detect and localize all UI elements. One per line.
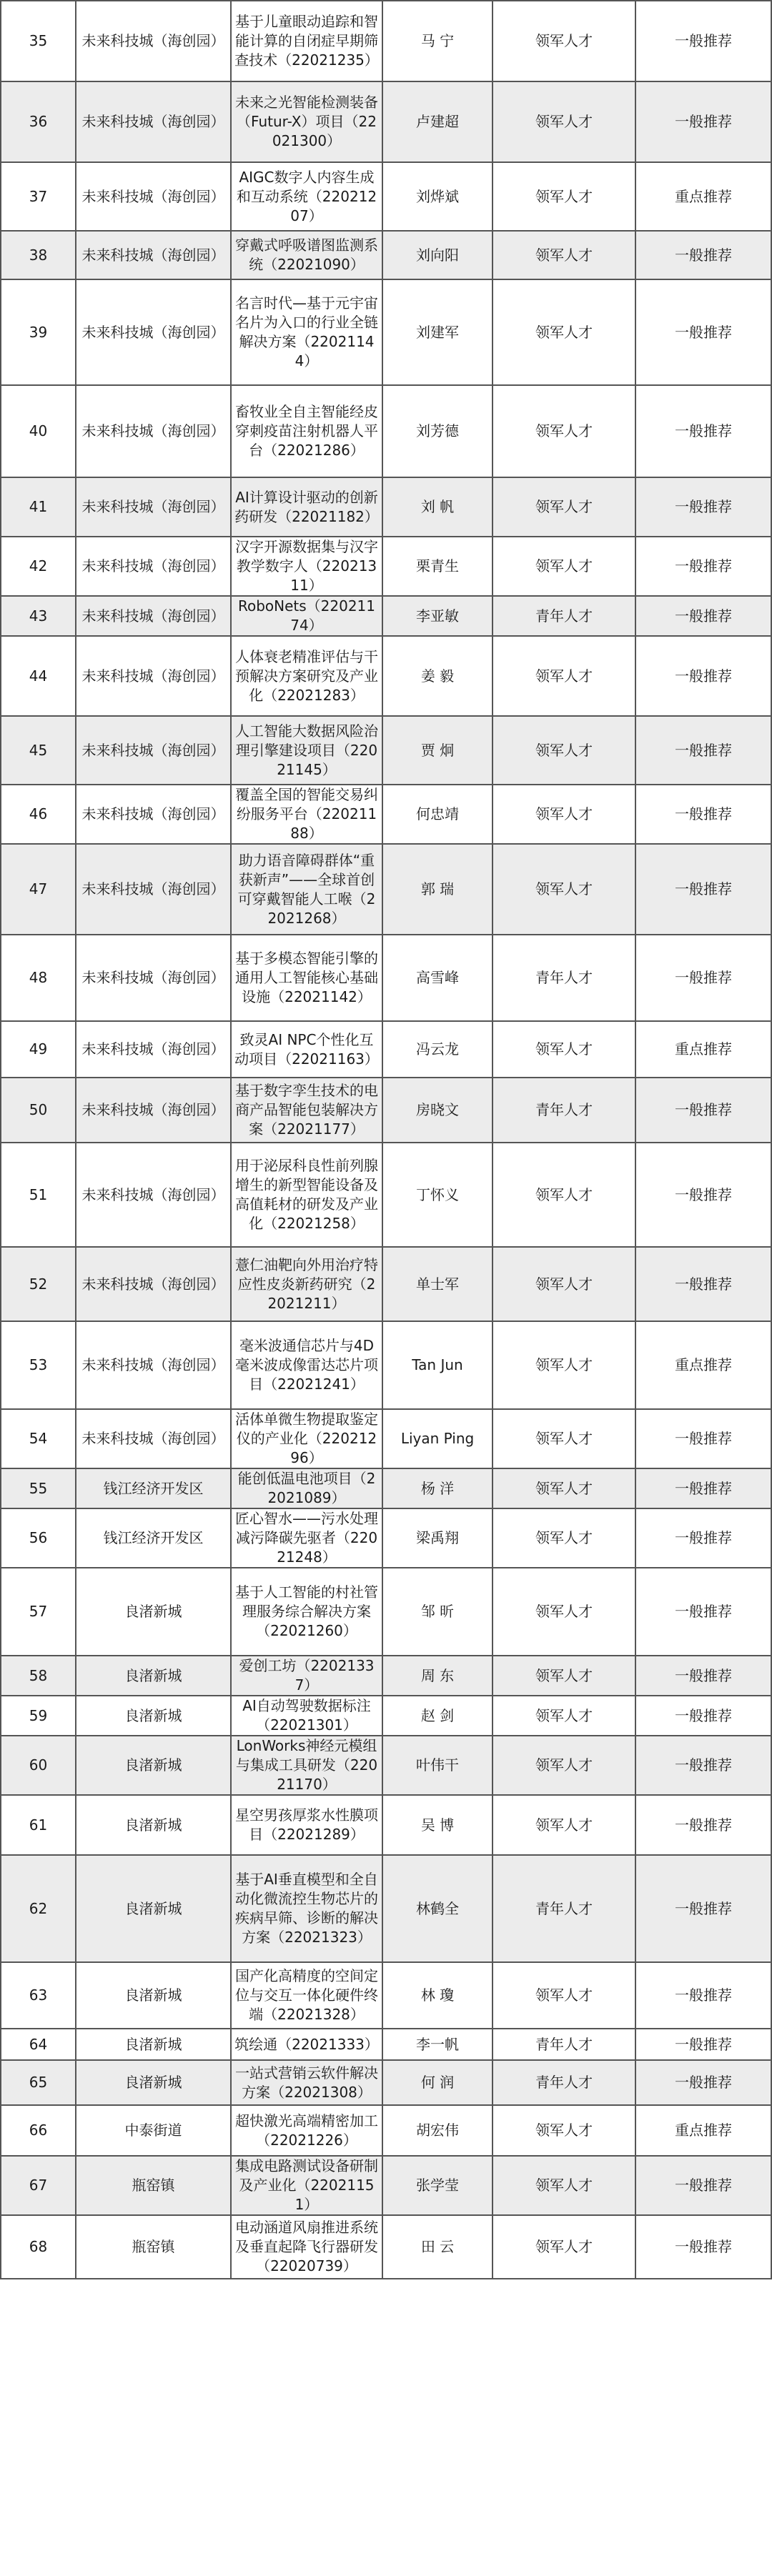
recommendation-level: 一般推荐 bbox=[635, 1508, 771, 1568]
recommendation-level: 一般推荐 bbox=[635, 636, 771, 716]
unit-name: 钱江经济开发区 bbox=[76, 1468, 231, 1508]
table-row bbox=[1, 2215, 771, 2279]
unit-name: 瓶窑镇 bbox=[76, 2156, 231, 2215]
unit-name: 未来科技城（海创园） bbox=[76, 162, 231, 231]
unit-name: 未来科技城（海创园） bbox=[76, 1143, 231, 1247]
unit-name: 未来科技城（海创园） bbox=[76, 1247, 231, 1321]
row-number: 46 bbox=[1, 785, 76, 844]
unit-name: 未来科技城（海创园） bbox=[76, 1409, 231, 1468]
row-number: 64 bbox=[1, 2029, 76, 2060]
project-name: 未来之光智能检测装备（Futur-X）项目（22021300） bbox=[231, 81, 382, 162]
talent-category: 领军人才 bbox=[493, 716, 635, 785]
talent-category: 领军人才 bbox=[493, 1962, 635, 2029]
recommendation-level: 一般推荐 bbox=[635, 2060, 771, 2105]
table-row bbox=[1, 1078, 771, 1143]
unit-name: 钱江经济开发区 bbox=[76, 1508, 231, 1568]
talent-category: 领军人才 bbox=[493, 785, 635, 844]
table-row bbox=[1, 162, 771, 231]
talent-category: 领军人才 bbox=[493, 81, 635, 162]
project-name: 薏仁油靶向外用治疗特应性皮炎新药研究（22021211） bbox=[231, 1247, 382, 1321]
table-row bbox=[1, 1468, 771, 1508]
row-number: 41 bbox=[1, 477, 76, 537]
project-name: 人工智能大数据风险治理引擎建设项目（22021145） bbox=[231, 716, 382, 785]
person-name: 刘烨斌 bbox=[382, 162, 493, 231]
row-number: 58 bbox=[1, 1656, 76, 1696]
unit-name: 未来科技城（海创园） bbox=[76, 596, 231, 636]
unit-name: 良渚新城 bbox=[76, 2029, 231, 2060]
person-name: 马 宁 bbox=[382, 1, 493, 81]
person-name: Liyan Ping bbox=[382, 1409, 493, 1468]
project-name: 基于数字孪生技术的电商产品智能包装解决方案（22021177） bbox=[231, 1078, 382, 1143]
unit-name: 良渚新城 bbox=[76, 1696, 231, 1736]
table-row bbox=[1, 1321, 771, 1409]
table-row bbox=[1, 279, 771, 385]
person-name: 林 瓊 bbox=[382, 1962, 493, 2029]
row-number: 42 bbox=[1, 537, 76, 596]
talent-category: 领军人才 bbox=[493, 1568, 635, 1656]
row-number: 60 bbox=[1, 1736, 76, 1795]
project-name: 用于泌尿科良性前列腺增生的新型智能设备及高值耗材的研发及产业化（22021258） bbox=[231, 1143, 382, 1247]
project-name: AI计算设计驱动的创新药研发（22021182） bbox=[231, 477, 382, 537]
person-name: 卢建超 bbox=[382, 81, 493, 162]
project-name: 匠心智水——污水处理减污降碳先驱者（22021248） bbox=[231, 1508, 382, 1568]
row-number: 61 bbox=[1, 1795, 76, 1855]
recommendation-level: 一般推荐 bbox=[635, 81, 771, 162]
talent-category: 领军人才 bbox=[493, 1321, 635, 1409]
unit-name: 良渚新城 bbox=[76, 2060, 231, 2105]
table-body bbox=[1, 1, 771, 2279]
row-number: 56 bbox=[1, 1508, 76, 1568]
talent-category: 青年人才 bbox=[493, 935, 635, 1021]
person-name: 周 东 bbox=[382, 1656, 493, 1696]
recommendation-level: 一般推荐 bbox=[635, 385, 771, 477]
talent-category: 领军人才 bbox=[493, 162, 635, 231]
unit-name: 未来科技城（海创园） bbox=[76, 279, 231, 385]
person-name: 胡宏伟 bbox=[382, 2105, 493, 2156]
person-name: 李一帆 bbox=[382, 2029, 493, 2060]
person-name: 刘建军 bbox=[382, 279, 493, 385]
table-row bbox=[1, 2105, 771, 2156]
unit-name: 未来科技城（海创园） bbox=[76, 1021, 231, 1078]
talent-category: 青年人才 bbox=[493, 1078, 635, 1143]
talent-category: 领军人才 bbox=[493, 1696, 635, 1736]
person-name: 郭 瑞 bbox=[382, 844, 493, 935]
project-name: 助力语音障碍群体“重获新声”——全球首创可穿戴智能人工喉（22021268） bbox=[231, 844, 382, 935]
person-name: 赵 剑 bbox=[382, 1696, 493, 1736]
project-name: 穿戴式呼吸谱图监测系统（22021090） bbox=[231, 231, 382, 279]
talent-category: 领军人才 bbox=[493, 1, 635, 81]
recommendation-level: 一般推荐 bbox=[635, 935, 771, 1021]
talent-category: 领军人才 bbox=[493, 231, 635, 279]
unit-name: 良渚新城 bbox=[76, 1656, 231, 1696]
row-number: 65 bbox=[1, 2060, 76, 2105]
recommendation-level: 一般推荐 bbox=[635, 537, 771, 596]
recommendation-level: 一般推荐 bbox=[635, 231, 771, 279]
project-name: RoboNets（22021174） bbox=[231, 596, 382, 636]
person-name: 刘芳德 bbox=[382, 385, 493, 477]
table-row bbox=[1, 1143, 771, 1247]
recommendation-level: 一般推荐 bbox=[635, 1078, 771, 1143]
talent-category: 青年人才 bbox=[493, 596, 635, 636]
recommendation-level: 一般推荐 bbox=[635, 477, 771, 537]
project-name: 活体单微生物提取鉴定仪的产业化（22021296） bbox=[231, 1409, 382, 1468]
recommendation-level: 一般推荐 bbox=[635, 2215, 771, 2279]
project-name: 星空男孩厚浆水性膜项目（22021289） bbox=[231, 1795, 382, 1855]
project-name: 能创低温电池项目（22021089） bbox=[231, 1468, 382, 1508]
talent-category: 领军人才 bbox=[493, 537, 635, 596]
talent-category: 领军人才 bbox=[493, 279, 635, 385]
person-name: 刘向阳 bbox=[382, 231, 493, 279]
table-row bbox=[1, 537, 771, 596]
table-row bbox=[1, 1795, 771, 1855]
row-number: 43 bbox=[1, 596, 76, 636]
unit-name: 未来科技城（海创园） bbox=[76, 785, 231, 844]
row-number: 63 bbox=[1, 1962, 76, 2029]
unit-name: 未来科技城（海创园） bbox=[76, 231, 231, 279]
person-name: 冯云龙 bbox=[382, 1021, 493, 1078]
table-row bbox=[1, 1409, 771, 1468]
talent-category: 领军人才 bbox=[493, 1409, 635, 1468]
unit-name: 未来科技城（海创园） bbox=[76, 844, 231, 935]
person-name: 杨 洋 bbox=[382, 1468, 493, 1508]
row-number: 54 bbox=[1, 1409, 76, 1468]
row-number: 36 bbox=[1, 81, 76, 162]
project-name: 毫米波通信芯片与4D毫米波成像雷达芯片项目（22021241） bbox=[231, 1321, 382, 1409]
recommendation-level: 一般推荐 bbox=[635, 1855, 771, 1962]
person-name: 李亚敏 bbox=[382, 596, 493, 636]
talent-category: 领军人才 bbox=[493, 2105, 635, 2156]
person-name: 贾 炯 bbox=[382, 716, 493, 785]
talent-category: 领军人才 bbox=[493, 2156, 635, 2215]
recommendation-level: 重点推荐 bbox=[635, 1321, 771, 1409]
person-name: 邹 昕 bbox=[382, 1568, 493, 1656]
recommendation-level: 一般推荐 bbox=[635, 596, 771, 636]
row-number: 45 bbox=[1, 716, 76, 785]
project-name: 汉字开源数据集与汉字教学数字人（22021311） bbox=[231, 537, 382, 596]
project-name: 致灵AI NPC个性化互动项目（22021163） bbox=[231, 1021, 382, 1078]
unit-name: 未来科技城（海创园） bbox=[76, 1078, 231, 1143]
row-number: 57 bbox=[1, 1568, 76, 1656]
talent-category: 领军人才 bbox=[493, 636, 635, 716]
recommendation-level: 一般推荐 bbox=[635, 1656, 771, 1696]
person-name: 姜 毅 bbox=[382, 636, 493, 716]
row-number: 66 bbox=[1, 2105, 76, 2156]
recommendation-level: 一般推荐 bbox=[635, 2029, 771, 2060]
project-name: 基于人工智能的村社管理服务综合解决方案（22021260） bbox=[231, 1568, 382, 1656]
recommendation-level: 一般推荐 bbox=[635, 1409, 771, 1468]
talent-category: 领军人才 bbox=[493, 2215, 635, 2279]
person-name: 高雪峰 bbox=[382, 935, 493, 1021]
row-number: 52 bbox=[1, 1247, 76, 1321]
table-row bbox=[1, 1696, 771, 1736]
person-name: 梁禹翔 bbox=[382, 1508, 493, 1568]
unit-name: 瓶窑镇 bbox=[76, 2215, 231, 2279]
table-row bbox=[1, 385, 771, 477]
table-row bbox=[1, 1962, 771, 2029]
talent-category: 领军人才 bbox=[493, 1508, 635, 1568]
recommendation-level: 一般推荐 bbox=[635, 716, 771, 785]
recommendation-level: 一般推荐 bbox=[635, 1962, 771, 2029]
talent-category: 领军人才 bbox=[493, 1021, 635, 1078]
unit-name: 未来科技城（海创园） bbox=[76, 81, 231, 162]
table-row bbox=[1, 716, 771, 785]
talent-category: 领军人才 bbox=[493, 1795, 635, 1855]
person-name: 刘 帆 bbox=[382, 477, 493, 537]
recommendation-level: 一般推荐 bbox=[635, 1, 771, 81]
project-name: AIGC数字人内容生成和互动系统（22021207） bbox=[231, 162, 382, 231]
row-number: 53 bbox=[1, 1321, 76, 1409]
project-name: 超快激光高端精密加工（22021226） bbox=[231, 2105, 382, 2156]
talent-category: 青年人才 bbox=[493, 2029, 635, 2060]
row-number: 44 bbox=[1, 636, 76, 716]
talent-category: 青年人才 bbox=[493, 2060, 635, 2105]
unit-name: 良渚新城 bbox=[76, 1568, 231, 1656]
row-number: 50 bbox=[1, 1078, 76, 1143]
table-row bbox=[1, 785, 771, 844]
talent-category: 领军人才 bbox=[493, 477, 635, 537]
table-row bbox=[1, 231, 771, 279]
project-name: 基于AI垂直模型和全自动化微流控生物芯片的疾病早筛、诊断的解决方案（22021323） bbox=[231, 1855, 382, 1962]
project-name: LonWorks神经元模组与集成工具研发（22021170） bbox=[231, 1736, 382, 1795]
recommendation-level: 一般推荐 bbox=[635, 1247, 771, 1321]
table-row bbox=[1, 1247, 771, 1321]
unit-name: 良渚新城 bbox=[76, 1736, 231, 1795]
table-row bbox=[1, 477, 771, 537]
recommendation-level: 一般推荐 bbox=[635, 1143, 771, 1247]
table-row bbox=[1, 636, 771, 716]
person-name: 房晓文 bbox=[382, 1078, 493, 1143]
row-number: 55 bbox=[1, 1468, 76, 1508]
project-name: 人体衰老精准评估与干预解决方案研究及产业化（22021283） bbox=[231, 636, 382, 716]
recommendation-level: 一般推荐 bbox=[635, 785, 771, 844]
unit-name: 良渚新城 bbox=[76, 1795, 231, 1855]
unit-name: 未来科技城（海创园） bbox=[76, 477, 231, 537]
person-name: 田 云 bbox=[382, 2215, 493, 2279]
recommendation-level: 一般推荐 bbox=[635, 1736, 771, 1795]
table-row bbox=[1, 1021, 771, 1078]
person-name: 单士军 bbox=[382, 1247, 493, 1321]
unit-name: 良渚新城 bbox=[76, 1855, 231, 1962]
project-name: 国产化高精度的空间定位与交互一体化硬件终端（22021328） bbox=[231, 1962, 382, 2029]
table-row bbox=[1, 81, 771, 162]
recommendation-level: 重点推荐 bbox=[635, 1021, 771, 1078]
table-row bbox=[1, 1568, 771, 1656]
talent-category: 青年人才 bbox=[493, 1855, 635, 1962]
project-name: 基于儿童眼动追踪和智能计算的自闭症早期筛查技术（22021235） bbox=[231, 1, 382, 81]
project-name: AI自动驾驶数据标注（22021301） bbox=[231, 1696, 382, 1736]
row-number: 59 bbox=[1, 1696, 76, 1736]
talent-category: 领军人才 bbox=[493, 1143, 635, 1247]
row-number: 38 bbox=[1, 231, 76, 279]
unit-name: 未来科技城（海创园） bbox=[76, 1, 231, 81]
row-number: 49 bbox=[1, 1021, 76, 1078]
row-number: 40 bbox=[1, 385, 76, 477]
project-name: 一站式营销云软件解决方案（22021308） bbox=[231, 2060, 382, 2105]
unit-name: 良渚新城 bbox=[76, 1962, 231, 2029]
unit-name: 未来科技城（海创园） bbox=[76, 935, 231, 1021]
table-row bbox=[1, 2060, 771, 2105]
project-name: 爱创工坊（22021337） bbox=[231, 1656, 382, 1696]
unit-name: 未来科技城（海创园） bbox=[76, 716, 231, 785]
row-number: 35 bbox=[1, 1, 76, 81]
table-row bbox=[1, 1508, 771, 1568]
row-number: 47 bbox=[1, 844, 76, 935]
project-name: 电动涵道风扇推进系统及垂直起降飞行器研发（22020739） bbox=[231, 2215, 382, 2279]
unit-name: 未来科技城（海创园） bbox=[76, 636, 231, 716]
recommendation-level: 重点推荐 bbox=[635, 2105, 771, 2156]
table-row bbox=[1, 844, 771, 935]
row-number: 62 bbox=[1, 1855, 76, 1962]
project-name: 畜牧业全自主智能经皮穿刺疫苗注射机器人平台（22021286） bbox=[231, 385, 382, 477]
row-number: 39 bbox=[1, 279, 76, 385]
project-name: 覆盖全国的智能交易纠纷服务平台（22021188） bbox=[231, 785, 382, 844]
table-row bbox=[1, 1736, 771, 1795]
recommendation-level: 一般推荐 bbox=[635, 2156, 771, 2215]
talent-category: 领军人才 bbox=[493, 1468, 635, 1508]
talent-category: 领军人才 bbox=[493, 385, 635, 477]
project-name: 集成电路测试设备研制及产业化（22021151） bbox=[231, 2156, 382, 2215]
table-row bbox=[1, 1855, 771, 1962]
recommendation-level: 一般推荐 bbox=[635, 844, 771, 935]
table-row bbox=[1, 1, 771, 81]
talent-category: 领军人才 bbox=[493, 1736, 635, 1795]
person-name: 吴 博 bbox=[382, 1795, 493, 1855]
person-name: 何 润 bbox=[382, 2060, 493, 2105]
person-name: 林鹤全 bbox=[382, 1855, 493, 1962]
table-row bbox=[1, 1656, 771, 1696]
person-name: 叶伟干 bbox=[382, 1736, 493, 1795]
table-row bbox=[1, 2156, 771, 2215]
row-number: 51 bbox=[1, 1143, 76, 1247]
recommendation-level: 一般推荐 bbox=[635, 1568, 771, 1656]
recommendation-level: 一般推荐 bbox=[635, 1696, 771, 1736]
unit-name: 未来科技城（海创园） bbox=[76, 1321, 231, 1409]
unit-name: 中泰街道 bbox=[76, 2105, 231, 2156]
row-number: 37 bbox=[1, 162, 76, 231]
project-name: 筑绘通（22021333） bbox=[231, 2029, 382, 2060]
talent-category: 领军人才 bbox=[493, 844, 635, 935]
table-row bbox=[1, 2029, 771, 2060]
person-name: 栗青生 bbox=[382, 537, 493, 596]
recommendation-level: 一般推荐 bbox=[635, 279, 771, 385]
person-name: Tan Jun bbox=[382, 1321, 493, 1409]
row-number: 48 bbox=[1, 935, 76, 1021]
talent-category: 领军人才 bbox=[493, 1656, 635, 1696]
unit-name: 未来科技城（海创园） bbox=[76, 537, 231, 596]
table-row bbox=[1, 935, 771, 1021]
person-name: 张学莹 bbox=[382, 2156, 493, 2215]
recommendation-level: 一般推荐 bbox=[635, 1468, 771, 1508]
recommendation-level: 一般推荐 bbox=[635, 1795, 771, 1855]
person-name: 何忠靖 bbox=[382, 785, 493, 844]
unit-name: 未来科技城（海创园） bbox=[76, 385, 231, 477]
project-name: 名言时代—基于元宇宙名片为入口的行业全链解决方案（22021144） bbox=[231, 279, 382, 385]
row-number: 68 bbox=[1, 2215, 76, 2279]
table-row bbox=[1, 596, 771, 636]
talent-category: 领军人才 bbox=[493, 1247, 635, 1321]
row-number: 67 bbox=[1, 2156, 76, 2215]
person-name: 丁怀义 bbox=[382, 1143, 493, 1247]
project-name: 基于多模态智能引擎的通用人工智能核心基础设施（22021142） bbox=[231, 935, 382, 1021]
recommendation-level: 重点推荐 bbox=[635, 162, 771, 231]
